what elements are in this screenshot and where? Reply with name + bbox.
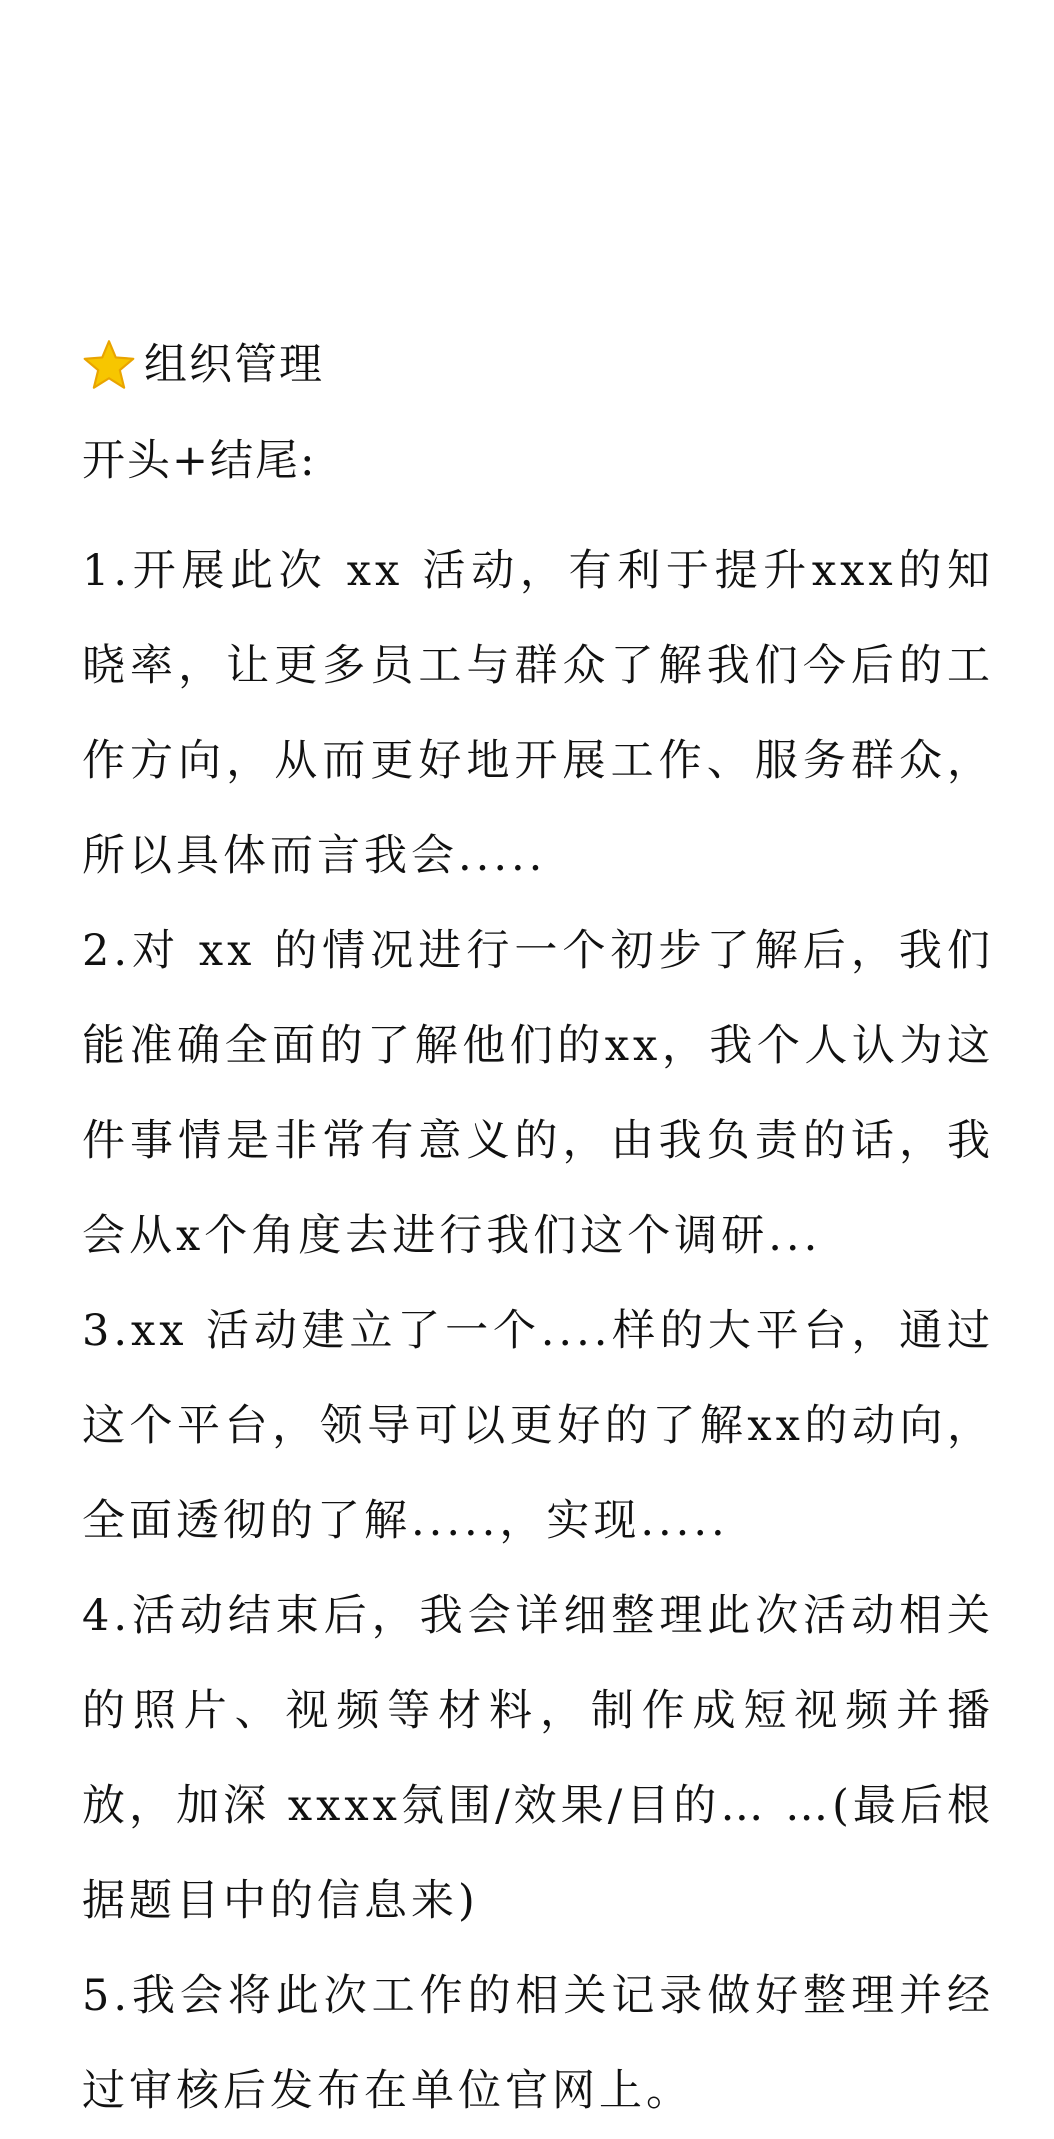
content-list [82,524,994,2139]
section-heading [82,330,994,400]
list-item: 1.开展此次 xx 活动，有利于提升xxx的知晓率，让更多员工与群众了解我们今后的工作方向，从而更好地开展工作、服务群众，所以具体而言我会..... [82,546,994,881]
list-item: 5.我会将此次工作的相关记录做好整理并经过审核后发布在单位官网上。 [82,1971,994,2116]
star-icon [82,338,136,392]
list-item: 2.对 xx 的情况进行一个初步了解后，我们能准确全面的了解他们的xx，我个人认为这件事情是非常有意义的，由我负责的话，我会从x个角度去进行我们这个调研... [82,926,994,1261]
list-item: 3.xx 活动建立了一个....样的大平台，通过这个平台，领导可以更好的了解xx的动向，全面透彻的了解.....，实现..... [82,1306,994,1546]
subtitle: 开头+结尾: [82,436,317,486]
page-title: 组织管理 [144,340,324,390]
list-item: 4.活动结束后，我会详细整理此次活动相关的照片、视频等材料，制作成短视频并播放，加深 xxxx氛围/效果/目的… …(最后根据题目中的信息来) [82,1591,994,1926]
